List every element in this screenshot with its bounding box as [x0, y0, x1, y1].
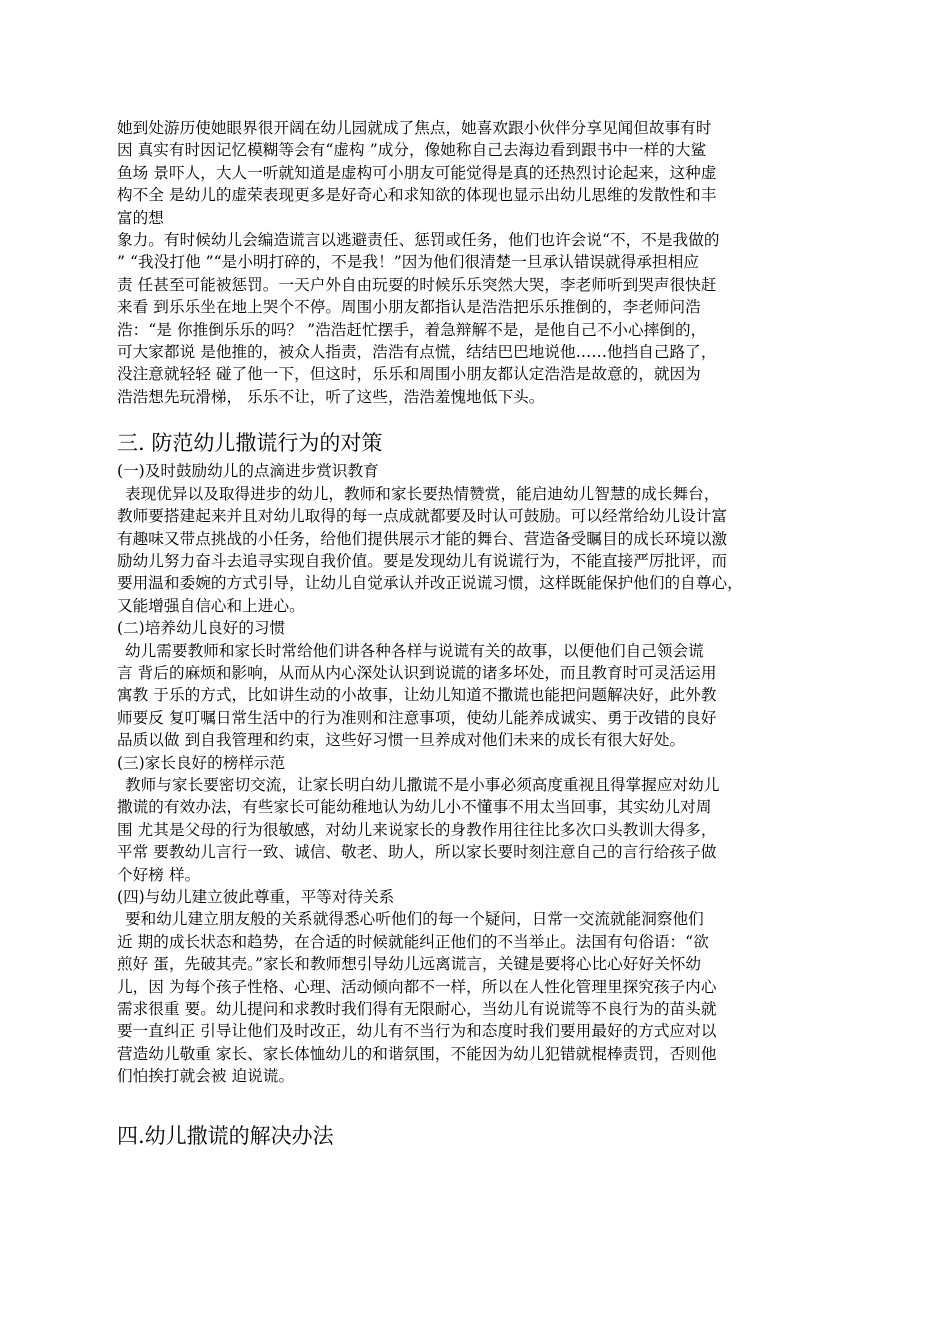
- text-line: 表现优异以及取得进步的幼儿，教师和家长要热情赞赏，能启迪幼儿智慧的成长舞台，: [125, 484, 720, 503]
- text-line: 要一直纠正 引导让他们及时改正，幼儿有不当行为和态度时我们要用最好的方式应对以: [117, 1022, 717, 1041]
- text-line: 们怕挨打就会被 迫说谎。: [117, 1067, 295, 1086]
- text-line: 幼儿需要教师和家长时常给他们讲各种各样与说谎有关的故事，以便他们自己领会谎: [125, 641, 704, 660]
- text-line: 富的想: [117, 208, 164, 227]
- text-line: 教师要搭建起来并且对幼儿取得的每一点成就都要及时认可鼓励。可以经常给幼儿设计富: [117, 507, 728, 526]
- section-3-heading: 三. 防范幼儿撒谎行为的对策: [117, 431, 383, 456]
- text-line: 需求很重 要。幼儿提问和求教时我们得有无限耐心，当幼儿有说谎等不良行为的苗头就: [117, 1000, 717, 1019]
- text-line: 励幼儿努力奋斗去追寻实现自我价值。要是发现幼儿有说谎行为，不能直接严厉批评，而: [117, 551, 728, 570]
- text-line: 寓教 于乐的方式，比如讲生动的小故事，让幼儿知道不撒谎也能把问题解决好，此外教: [117, 686, 717, 705]
- subsection-4-heading: (四)与幼儿建立彼此尊重，平等对待关系: [117, 888, 395, 906]
- text-line: ” “我没打他 ”“是小明打碎的，不是我！”因为他们很清楚一旦承认错误就得承担相应: [117, 253, 700, 272]
- text-line: 构不全 是幼儿的虚荣表现更多是好奇心和求知欲的体现也显示出幼儿思维的发散性和丰: [117, 186, 717, 205]
- section-4-heading: 四.幼儿撒谎的解决办法: [117, 1123, 334, 1148]
- text-line: 个好榜 样。: [117, 865, 201, 884]
- text-line: 没注意就轻轻 碰了他一下，但这时，乐乐和周围小朋友都认定浩浩是故意的，就因为: [117, 365, 701, 384]
- text-line: 又能增强自信心和上进心。: [117, 596, 305, 615]
- text-line: 象力。有时候幼儿会编造谎言以逃避责任、惩罚或任务，他们也许会说“不，不是我做的: [117, 231, 720, 250]
- text-line: 来看 到乐乐坐在地上哭个不停。周围小朋友都指认是浩浩把乐乐推倒的，李老师问浩: [117, 298, 701, 317]
- text-line: 煎好 蛋，先破其壳。”家长和教师想引导幼儿远离谎言，关键是要将心比心好好关怀幼: [117, 955, 702, 974]
- text-line: 言 背后的麻烦和影响，从而从内心深处认识到说谎的诸多坏处，而且教育时可灵活运用: [117, 663, 717, 682]
- subsection-4-paragraph: [117, 908, 855, 1087]
- text-line: 有趣味又带点挑战的小任务，给他们提供展示才能的舞台、营造备受瞩目的成长环境以激: [117, 529, 728, 548]
- text-line: 她到处游历使她眼界很开阔在幼儿园就成了焦点，她喜欢跟小伙伴分享见闻但故事有时: [117, 119, 712, 137]
- text-line: 儿，因 为每个孩子性格、心理、活动倾向都不一样，所以在人性化管理里探究孩子内心: [117, 977, 717, 996]
- text-line: 教师与家长要密切交流，让家长明白幼儿撒谎不是小事必须高度重视且得掌握应对幼儿: [125, 775, 720, 794]
- text-line: 可大家都说 是他推的，被众人指责，浩浩有点慌，结结巴巴地说他……他挡自己路了，: [117, 343, 717, 362]
- text-line: 浩：“是 你推倒乐乐的吗？ ”浩浩赶忙摆手，着急辩解不是，是他自己不小心摔倒的，: [117, 320, 707, 339]
- subsection-3-heading: (三)家长良好的榜样示范: [117, 753, 286, 772]
- text-line: 品质以做 到自我管理和约束，这些好习惯一旦养成对他们未来的成长有很大好处。: [117, 731, 686, 750]
- subsection-1-paragraph: [117, 483, 855, 617]
- text-line: 浩浩想先玩滑梯， 乐乐不让，听了这些，浩浩羞愧地低下头。: [117, 387, 545, 406]
- intro-paragraph: [117, 117, 855, 408]
- text-line: 围 尤其是父母的行为很敏感，对幼儿来说家长的身教作用往往比多次口头教训大得多，: [117, 820, 717, 839]
- text-line: 因 真实有时因记忆模糊等会有“虚构 ”成分，像她称自己去海边看到跟书中一样的大鲨: [117, 141, 707, 160]
- text-line: 营造幼儿敬重 家长、家长体恤幼儿的和谐氛围，不能因为幼儿犯错就棍棒责罚，否则他: [117, 1044, 717, 1063]
- subsection-1-heading: (一)及时鼓励幼儿的点滴进步赏识教育: [117, 462, 379, 481]
- text-line: 鱼场 景吓人，大人一听就知道是虚构可小朋友可能觉得是真的还热烈讨论起来，这种虚: [117, 163, 717, 182]
- text-line: 要和幼儿建立朋友般的关系就得悉心听他们的每一个疑问，日常一交流就能洞察他们: [125, 910, 704, 929]
- text-line: 责 任甚至可能被惩罚。一天户外自由玩耍的时候乐乐突然大哭，李老师听到哭声很快赶: [117, 275, 717, 294]
- text-line: 师要反 复叮嘱日常生活中的行为准则和注意事项，使幼儿能养成诚实、勇于改错的良好: [117, 708, 717, 727]
- text-line: 要用温和委婉的方式引导，让幼儿自觉承认并改正说谎习惯，这样既能保护他们的自尊心，: [117, 574, 743, 593]
- subsection-2-heading: (二)培养幼儿良好的习惯: [117, 619, 286, 638]
- subsection-2-paragraph: [117, 640, 855, 752]
- text-line: 撒谎的有效办法，有些家长可能幼稚地认为幼儿小不懂事不用太当回事，其实幼儿对周: [117, 798, 712, 817]
- subsection-3-paragraph: [117, 774, 855, 886]
- text-line: 近 期的成长状态和趋势，在合适的时候就能纠正他们的不当举止。法国有句俗语：“欲: [117, 932, 709, 951]
- document-page: [117, 117, 855, 1153]
- text-line: 平常 要教幼儿言行一致、诚信、敬老、助人，所以家长要时刻注意自己的言行给孩子做: [117, 843, 717, 862]
